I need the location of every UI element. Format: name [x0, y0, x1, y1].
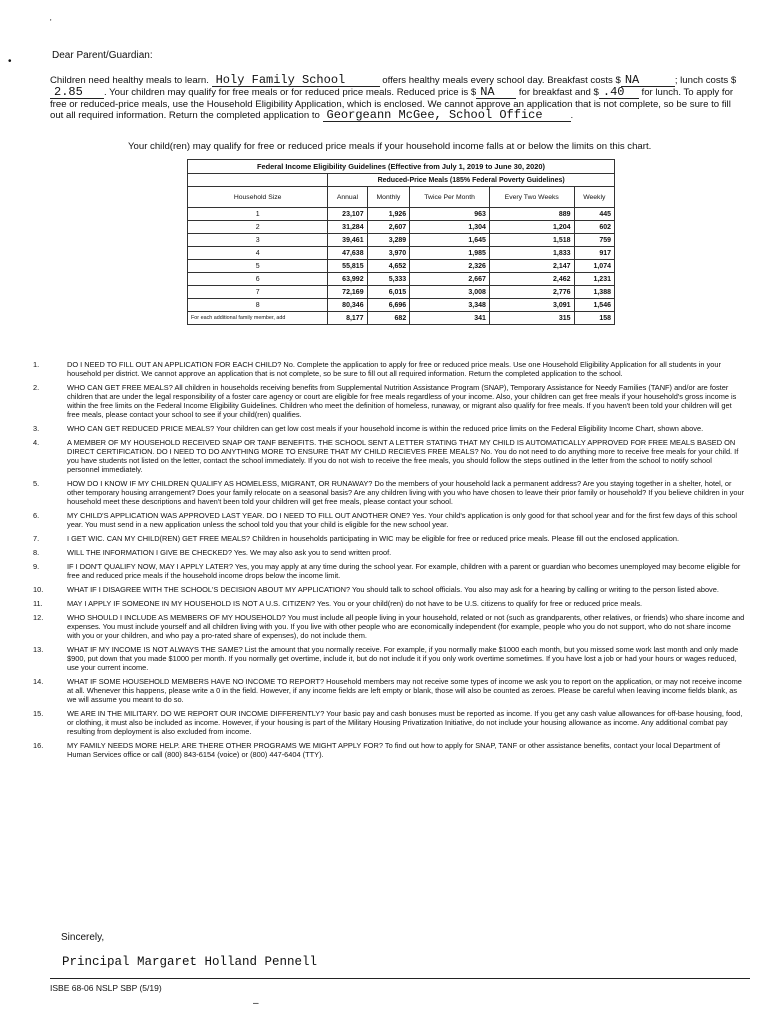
faq-text: WHO CAN GET FREE MEALS? All children in households receiving benefits from Supplemental Nutrition Assistance Program (SNAP), Temporary Assistance for Needy Families (TANF) and/or are foster children that are under the legal responsibility of a foster care agency or court are eligible for free meals regardless of your income. Also, your children can get free meals if your household's gross income is within the free limits on the Federal Income Eligibility Guidelines. Children who meet the definition of homeless, runaway, or migrant also qualify for free meals. If you haven't been told your children will get free meals, please contact your school to see if your child(ren) qualifies.: [67, 383, 737, 419]
faq-list: [10, 360, 745, 764]
table-cell: 8,177: [328, 312, 367, 325]
faq-item: [10, 709, 745, 736]
table-cell: 1,926: [367, 208, 410, 221]
faq-text: I GET WIC. CAN MY CHILD(REN) GET FREE MEALS? Children in households participating in WIC may be eligible for free or reduced price meals. Please fill out the enclosed application.: [67, 534, 680, 543]
faq-item: [10, 383, 745, 419]
intro-text-5: for breakfast and $: [518, 87, 599, 98]
table-cell: 1,074: [574, 260, 614, 273]
faq-item: [10, 438, 745, 474]
faq-text: WILL THE INFORMATION I GIVE BE CHECKED? Yes. We may also ask you to send written proof.: [67, 548, 392, 557]
faq-text: WHO CAN GET REDUCED PRICE MEALS? Your children can get low cost meals if your household income is within the reduced price limits on the Federal Eligibility Income Chart, shown above.: [67, 424, 704, 433]
faq-item: [10, 548, 745, 557]
faq-number: 10.: [33, 585, 44, 594]
faq-item: [10, 360, 745, 378]
table-cell: 889: [489, 208, 574, 221]
table-blank-cell: [188, 174, 328, 187]
table-cell: 4,652: [367, 260, 410, 273]
table-row: [188, 299, 615, 312]
faq-number: 1.: [33, 360, 40, 369]
faq-item: [10, 511, 745, 529]
faq-item: [10, 479, 745, 506]
table-cell: 2: [188, 221, 328, 234]
faq-number: 11.: [33, 599, 43, 608]
reduced-breakfast-field: NA: [476, 87, 516, 99]
table-cell: 158: [574, 312, 614, 325]
table-cell: 6,696: [367, 299, 410, 312]
table-cell: 1,546: [574, 299, 614, 312]
table-cell: 759: [574, 234, 614, 247]
col-annual: Annual: [328, 187, 367, 208]
col-monthly: Monthly: [367, 187, 410, 208]
table-row: [188, 273, 615, 286]
table-row: [188, 247, 615, 260]
lunch-cost-field: 2.85: [50, 87, 104, 99]
faq-text: MY CHILD'S APPLICATION WAS APPROVED LAST YEAR. DO I NEED TO FILL OUT ANOTHER ONE? Yes. Your child's application is only good for that school year and for the first few days of this school year. You must send in a new application unless the school told you that your child is eligible for the new school year.: [67, 511, 738, 529]
col-household-size: Household Size: [188, 187, 328, 208]
return-to-field: Georgeann McGee, School Office: [323, 110, 571, 122]
table-cell: 445: [574, 208, 614, 221]
footer-divider: [50, 978, 750, 979]
table-cell: 682: [367, 312, 410, 325]
table-cell: 63,992: [328, 273, 367, 286]
faq-number: 16.: [33, 741, 44, 750]
table-cell: 80,346: [328, 299, 367, 312]
table-cell: 963: [410, 208, 490, 221]
faq-number: 12.: [33, 613, 44, 622]
faq-text: WHO SHOULD I INCLUDE AS MEMBERS OF MY HOUSEHOLD? You must include all people living in your household, related or not (such as grandparents, other relatives, or friends) who share income and expenses. You must include yourself and all children living with you. If you live with other people who are economically independent (for example, people who you do not support, who do not share income with you or your children, and who pay a pro-rated share of expenses), do not include them.: [67, 613, 745, 640]
table-cell: 602: [574, 221, 614, 234]
signature: Principal Margaret Holland Pennell: [62, 955, 318, 969]
table-cell: 3,289: [367, 234, 410, 247]
table-cell: 1,645: [410, 234, 490, 247]
faq-item: [10, 585, 745, 594]
table-cell: 2,776: [489, 286, 574, 299]
faq-item: [10, 741, 745, 759]
table-title: Federal Income Eligibility Guidelines (Effective from July 1, 2019 to June 30, 2020): [188, 160, 615, 174]
faq-number: 2.: [33, 383, 40, 392]
faq-number: 15.: [33, 709, 44, 718]
faq-number: 4.: [33, 438, 40, 447]
closing-sincerely: Sincerely,: [61, 932, 105, 943]
table-cell: 341: [410, 312, 490, 325]
table-cell: 1,833: [489, 247, 574, 260]
faq-item: [10, 599, 745, 608]
reduced-price-header: Reduced-Price Meals (185% Federal Poverty Guidelines): [328, 174, 615, 187]
faq-text: MAY I APPLY IF SOMEONE IN MY HOUSEHOLD IS NOT A U.S. CITIZEN? Yes. You or your child(ren) do not have to be U.S. citizens to qualify for free or reduced price meals.: [67, 599, 643, 608]
intro-text-4: . Your children may qualify for free meals or for reduced price meals. Reduced price is $: [104, 87, 477, 98]
faq-text: HOW DO I KNOW IF MY CHILDREN QUALIFY AS HOMELESS, MIGRANT, OR RUNAWAY? Do the members of your household lack a permanent address? Are you staying together in a shelter, hotel, or other temporary housing arrangement? Does your family relocate on a seasonal basis? Are any children living with you who have chosen to leave their prior family or household? If you believe children in your household meet these descriptions and haven't been told your children will get free meals, please contact your school.: [67, 479, 745, 506]
table-cell: 2,326: [410, 260, 490, 273]
table-cell: 315: [489, 312, 574, 325]
table-row: [188, 286, 615, 299]
table-cell: 7: [188, 286, 328, 299]
table-cell: 3,008: [410, 286, 490, 299]
table-cell: 2,667: [410, 273, 490, 286]
faq-text: WHAT IF SOME HOUSEHOLD MEMBERS HAVE NO INCOME TO REPORT? Household members may not receive some types of income we ask you to report on the application, or may not receive income at all. Whenever this happens, please write a 0 in the field. However, if any income fields are left empty or blank, those will also be counted as zeroes. Please be careful when leaving income fields blank, as we will assume you meant to do so.: [67, 677, 742, 704]
income-guidelines-table: [187, 159, 615, 325]
faq-number: 8.: [33, 548, 40, 557]
table-cell: 8: [188, 299, 328, 312]
table-cell: 1,518: [489, 234, 574, 247]
table-cell: 6: [188, 273, 328, 286]
table-cell: 5,333: [367, 273, 410, 286]
faq-text: DO I NEED TO FILL OUT AN APPLICATION FOR EACH CHILD? No. Complete the application to apply for free or reduced price meals. Use one Household Eligibility Application for all students in your household per district. We cannot approve an application that is not complete, so be sure to fill out all required information. Return the completed application to the school.: [67, 360, 721, 378]
faq-number: 7.: [33, 534, 40, 543]
faq-text: WE ARE IN THE MILITARY. DO WE REPORT OUR INCOME DIFFERENTLY? Your basic pay and cash bonuses must be reported as income. If you get any cash value allowances for off-base housing, food, or clothing, it must also be included as income. However, if your housing is part of the Military Housing Privatization Initiative, do not include your housing allowance as income. Any additional combat pay resulting from deployment is also excluded from income.: [67, 709, 743, 736]
faq-item: [10, 645, 745, 672]
table-cell: 47,638: [328, 247, 367, 260]
faq-text: A MEMBER OF MY HOUSEHOLD RECEIVED SNAP OR TANF BENEFITS. THE SCHOOL SENT A LETTER STATING THAT MY CHILD IS AUTOMATICALLY APPROVED FOR FREE MEALS BASED ON DIRECT CERTIFICATION. DO I NEED TO DO ANYTHING MORE TO ENSURE THAT MY CHILD RECIEVES FREE MEALS? No. You do not need to do anything more to receive free meals for your child. If you have students not listed on the letter, contact the school immediately. If you do not wish to receive the free meals, you should follow the steps outlined in the letter from the school to notify school personnel immediately.: [67, 438, 739, 474]
form-id: ISBE 68-06 NSLP SBP (5/19): [50, 983, 162, 993]
faq-text: WHAT IF I DISAGREE WITH THE SCHOOL'S DECISION ABOUT MY APPLICATION? You should talk to school officials. You also may ask for a hearing by calling or writing to the person listed above.: [67, 585, 719, 594]
table-cell: 917: [574, 247, 614, 260]
faq-item: [10, 677, 745, 704]
school-name-field: Holy Family School: [212, 75, 380, 87]
faq-number: 3.: [33, 424, 40, 433]
table-row: [188, 260, 615, 273]
intro-text-6: for lunch. To apply for free or reduced-price meals, use the Household Eligibility Application, which is enclosed. We cannot approve an application that is not complete, so be sure to fill out all required information. Return the completed application to: [50, 87, 734, 122]
faq-item: [10, 562, 745, 580]
table-row: [188, 234, 615, 247]
table-cell: 3,970: [367, 247, 410, 260]
col-twice-per-month: Twice Per Month: [410, 187, 490, 208]
page-mark: –: [253, 998, 259, 1009]
greeting: Dear Parent/Guardian:: [52, 50, 153, 61]
table-cell: 39,461: [328, 234, 367, 247]
faq-number: 14.: [33, 677, 44, 686]
scan-dot: •: [8, 56, 12, 67]
faq-number: 13.: [33, 645, 44, 654]
table-cell: 6,015: [367, 286, 410, 299]
table-cell: 2,462: [489, 273, 574, 286]
additional-member-row: [188, 312, 615, 325]
intro-text-1: Children need healthy meals to learn.: [50, 75, 209, 86]
table-cell: 1,204: [489, 221, 574, 234]
faq-number: 6.: [33, 511, 40, 520]
table-cell: 4: [188, 247, 328, 260]
table-cell: 1,304: [410, 221, 490, 234]
table-row: [188, 221, 615, 234]
column-header-row: [188, 187, 615, 208]
table-cell: 3,091: [489, 299, 574, 312]
breakfast-cost-field: NA: [621, 75, 675, 87]
income-rows: [188, 208, 615, 312]
table-row: [188, 208, 615, 221]
reduced-lunch-field: .40: [599, 87, 639, 99]
table-cell: 3,348: [410, 299, 490, 312]
intro-paragraph: [50, 75, 746, 122]
table-cell: 1,388: [574, 286, 614, 299]
table-cell: 2,147: [489, 260, 574, 273]
qualify-line: Your child(ren) may qualify for free or reduced price meals if your household income falls at or below the limits on this chart.: [128, 141, 652, 152]
faq-number: 5.: [33, 479, 40, 488]
col-weekly: Weekly: [574, 187, 614, 208]
table-cell: 55,815: [328, 260, 367, 273]
table-cell: 2,607: [367, 221, 410, 234]
intro-text-2: offers healthy meals every school day. Breakfast costs $: [382, 75, 621, 86]
scan-mark: ': [50, 18, 52, 27]
faq-item: [10, 424, 745, 433]
table-cell: 31,284: [328, 221, 367, 234]
intro-text-3: ; lunch costs $: [674, 75, 737, 86]
col-every-two-weeks: Every Two Weeks: [489, 187, 574, 208]
intro-text-7: .: [570, 110, 574, 122]
faq-text: MY FAMILY NEEDS MORE HELP. ARE THERE OTHER PROGRAMS WE MIGHT APPLY FOR? To find out how to apply for SNAP, TANF or other assistance benefits, contact your local Department of Human Services office or call (800) 843-6154 (voice) or (800) 447-6404 (TTY).: [67, 741, 721, 759]
faq-text: WHAT IF MY INCOME IS NOT ALWAYS THE SAME? List the amount that you normally receive. For example, if you normally make $1000 each month, but you missed some work last month and only made $900, put down that you made $1000 per month. If you normally get overtime, include it, but do not include it if you only work overtime sometimes. If you have lost a job or had your hours or wages reduced, use your current income.: [67, 645, 739, 672]
table-cell: 1,231: [574, 273, 614, 286]
table-cell: 5: [188, 260, 328, 273]
faq-number: 9.: [33, 562, 40, 571]
additional-label: For each additional family member, add: [188, 312, 328, 325]
faq-text: IF I DON'T QUALIFY NOW, MAY I APPLY LATER? Yes, you may apply at any time during the school year. For example, children with a parent or guardian who becomes unemployed may become eligible for free and reduced price meals if the household income drops below the income limit.: [67, 562, 741, 580]
faq-item: [10, 613, 745, 640]
faq-item: [10, 534, 745, 543]
table-cell: 3: [188, 234, 328, 247]
table-cell: 23,107: [328, 208, 367, 221]
table-cell: 1: [188, 208, 328, 221]
table-cell: 72,169: [328, 286, 367, 299]
table-cell: 1,985: [410, 247, 490, 260]
